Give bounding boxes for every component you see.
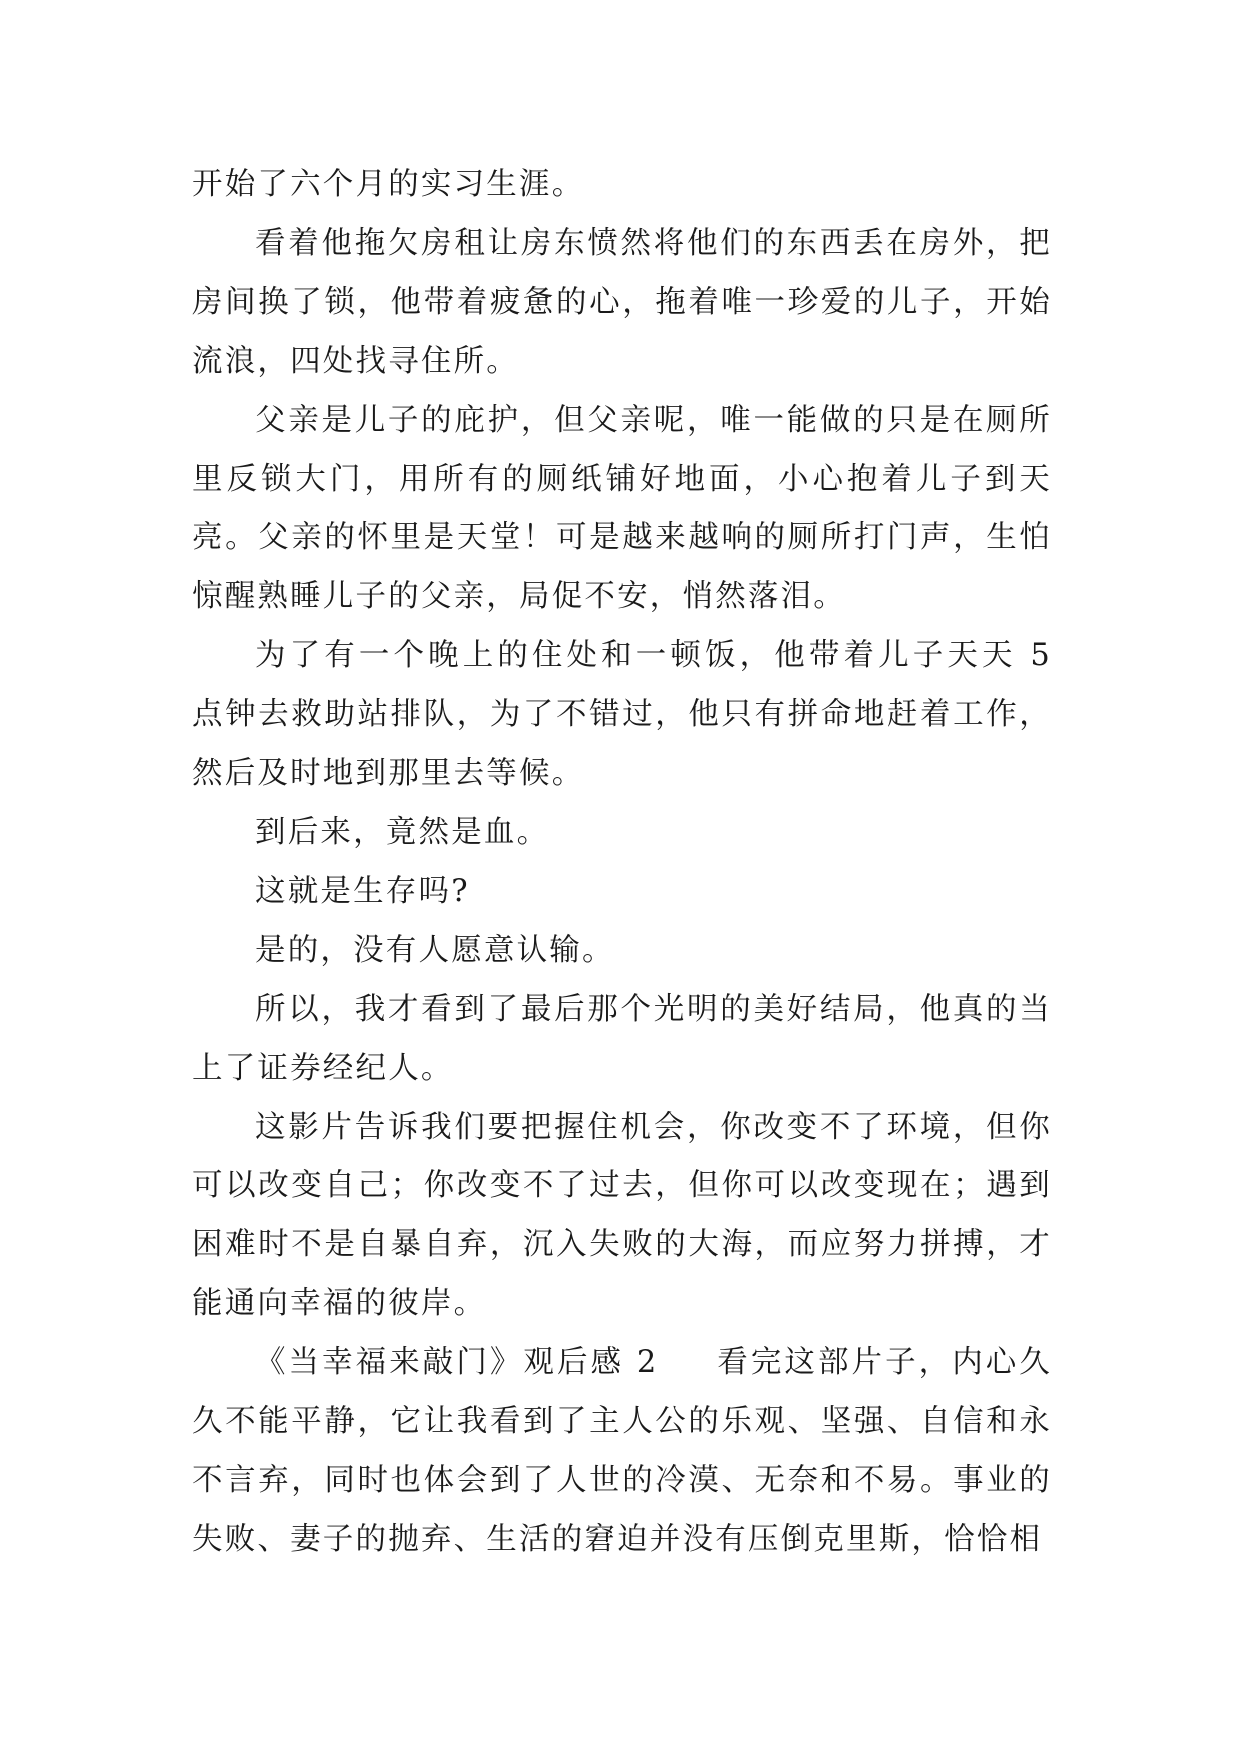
paragraph: 看着他拖欠房租让房东愤然将他们的东西丢在房外，把房间换了锁，他带着疲惫的心，拖着唯一珍爱的儿子，开始流浪，四处找寻住所。	[192, 225, 1052, 379]
paragraph: 是的，没有人愿意认输。	[255, 932, 615, 968]
document-body	[192, 156, 1052, 1570]
paragraph: 开始了六个月的实习生涯。	[192, 167, 585, 202]
section-title: 《当幸福来敲门》观后感 2	[255, 1345, 659, 1381]
paragraph: 为了有一个晚上的住处和一顿饭，他带着儿子天天 5 点钟去救助站排队，为了不错过，他只有拼命地赶着工作，然后及时地到那里去等候。	[192, 638, 1052, 792]
paragraph: 到后来，竟然是血。	[255, 814, 550, 850]
paragraph: 这就是生存吗?	[255, 873, 470, 909]
paragraph: 这影片告诉我们要把握住机会，你改变不了环境，但你可以改变自己；你改变不了过去，但你可以改变现在；遇到困难时不是自暴自弃，沉入失败的大海，而应努力拼搏，才能通向幸福的彼岸。	[192, 1109, 1052, 1322]
section-text: 看完这部片子，内心久久不能平静，它让我看到了主人公的乐观、坚强、自信和永不言弃，同时也体会到了人世的冷漠、无奈和不易。事业的失败、妻子的抛弃、生活的窘迫并没有压倒克里斯，恰恰相	[192, 1345, 1052, 1557]
section-paragraph	[192, 1334, 1052, 1570]
paragraph: 父亲是儿子的庇护，但父亲呢，唯一能做的只是在厕所里反锁大门，用所有的厕纸铺好地面，小心抱着儿子到天亮。父亲的怀里是天堂！可是越来越响的厕所打门声，生怕惊醒熟睡儿子的父亲，局促不安，悄然落泪。	[192, 402, 1052, 615]
paragraph: 所以，我才看到了最后那个光明的美好结局，他真的当上了证券经纪人。	[192, 991, 1052, 1086]
